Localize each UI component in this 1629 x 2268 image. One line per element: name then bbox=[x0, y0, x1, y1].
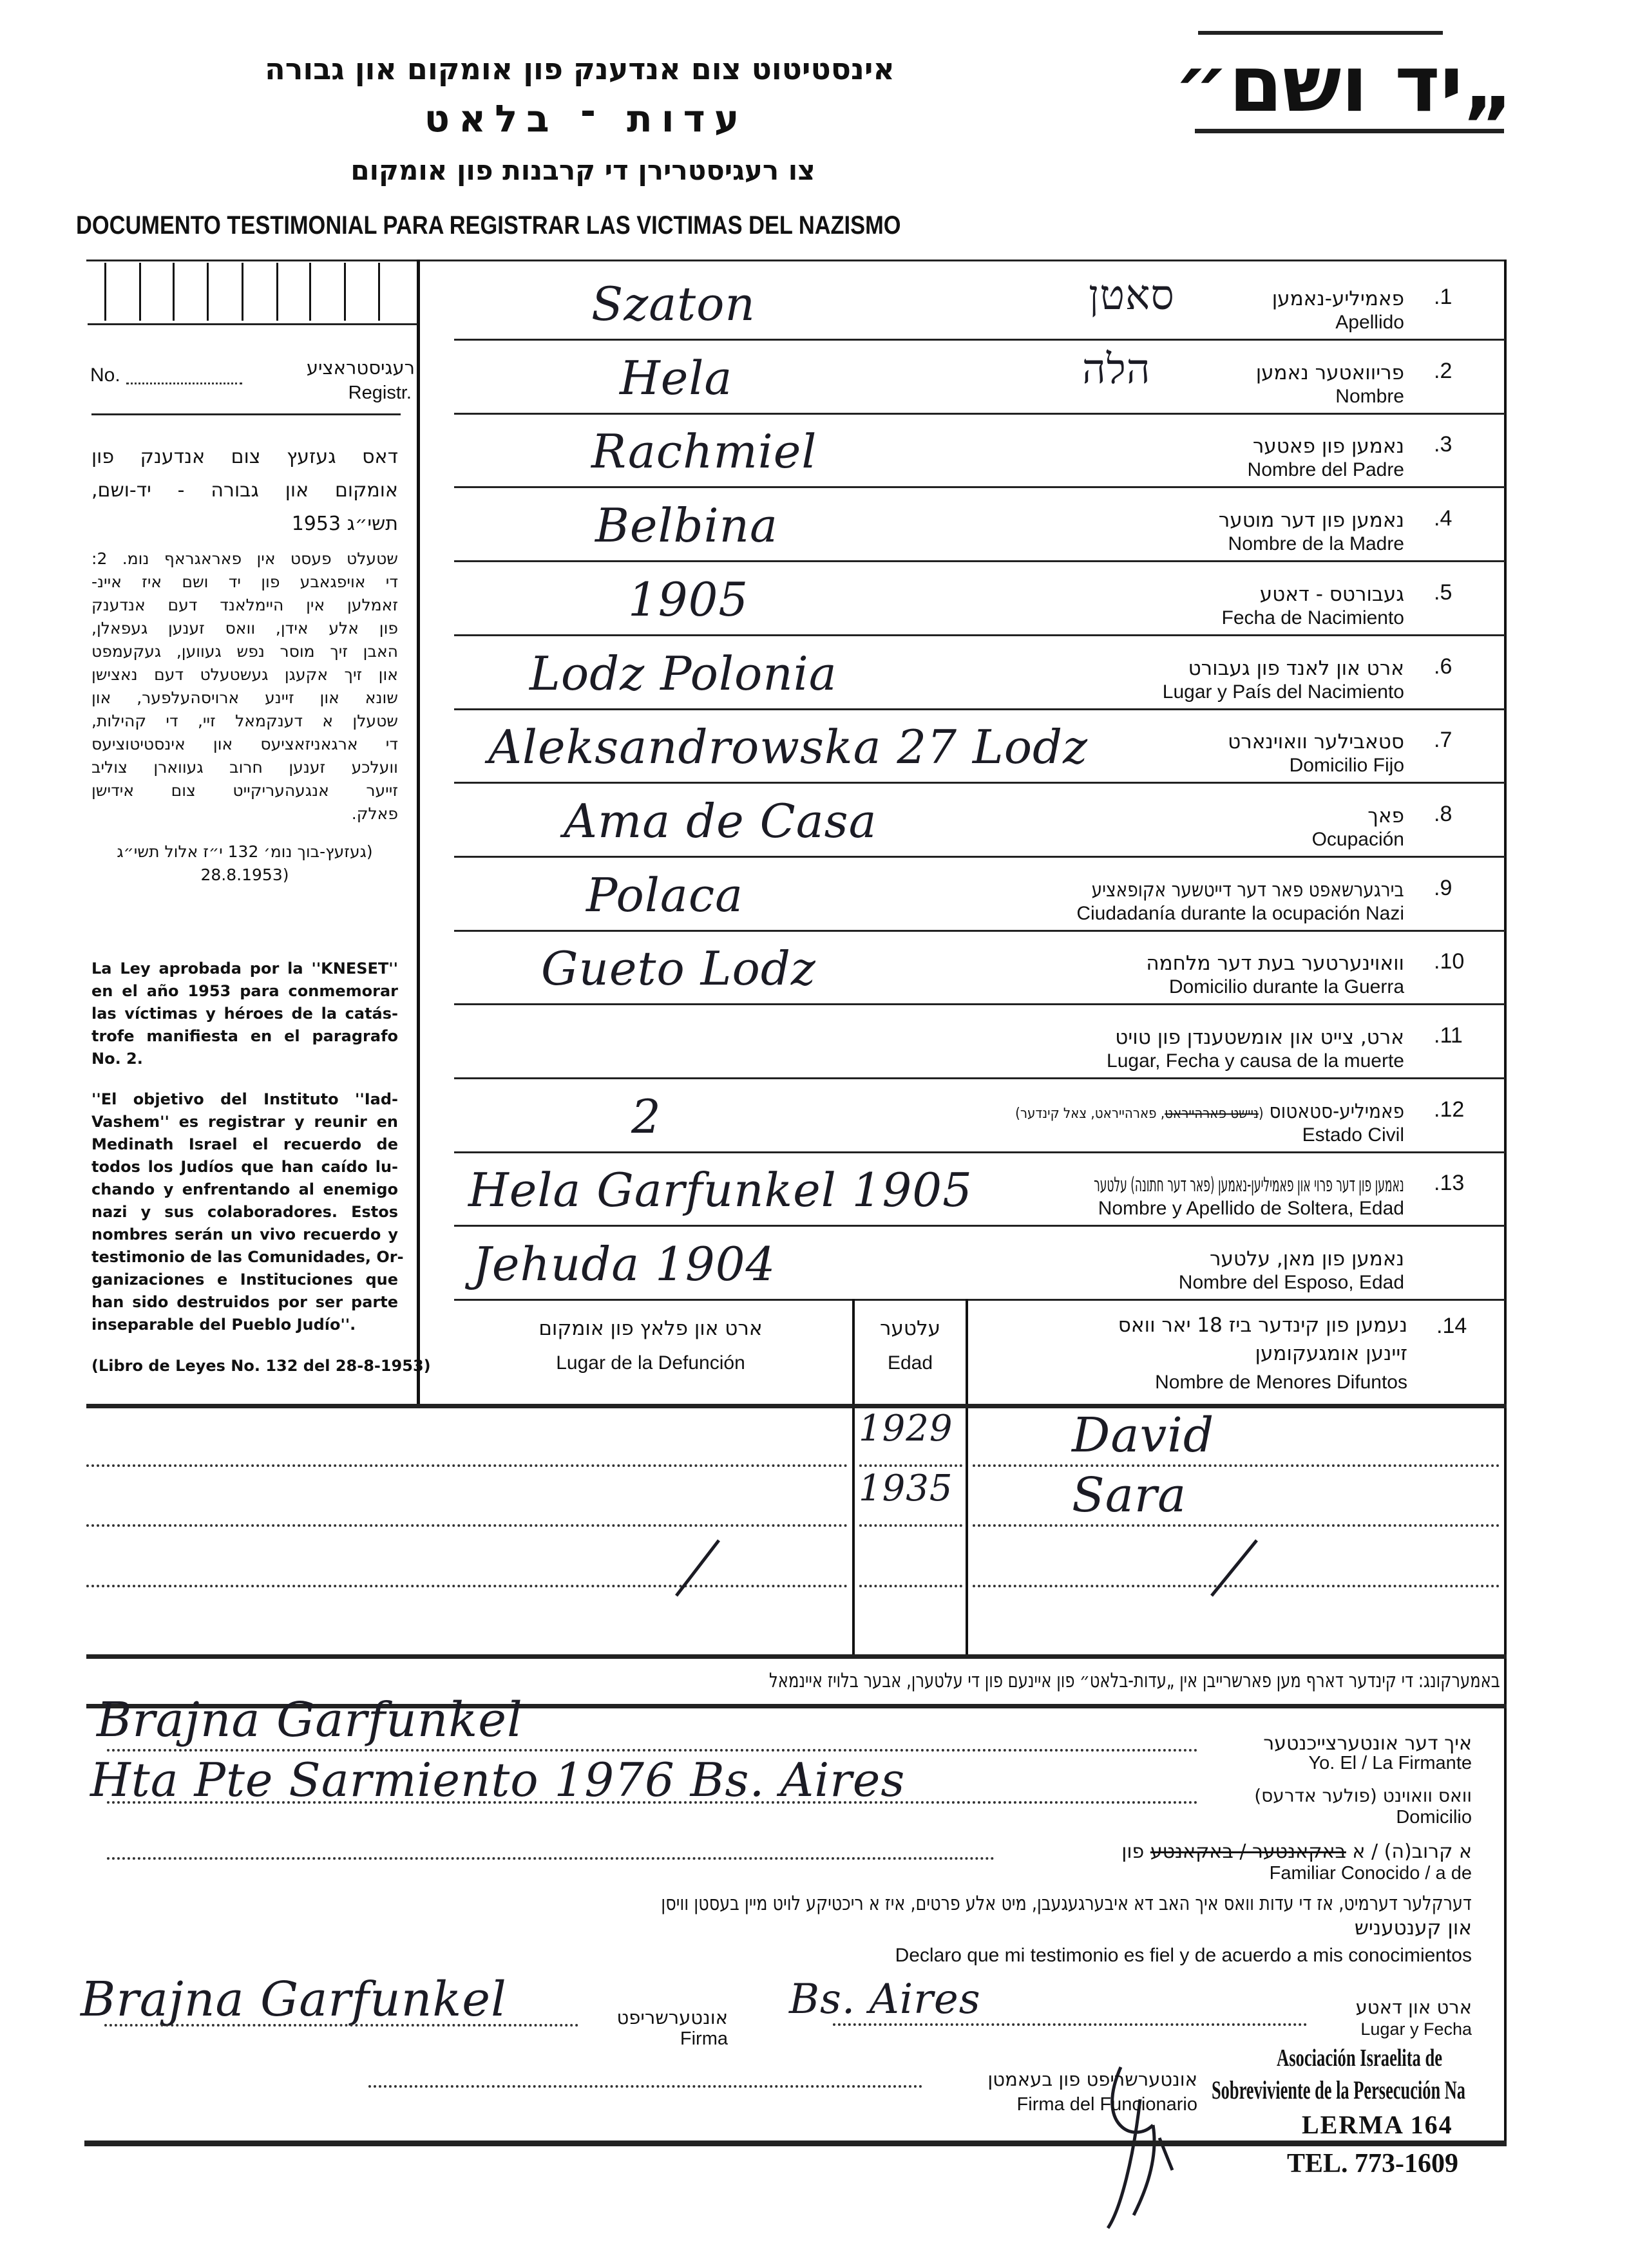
child-age[interactable]: 1929 bbox=[859, 1408, 953, 1450]
field-label-spanish: Domicilio durante la Guerra bbox=[1168, 976, 1404, 997]
registration-label-spanish: Registr. bbox=[348, 383, 412, 403]
field-label-spanish: Nombre y Apellido de Soltera, Edad bbox=[1098, 1198, 1404, 1219]
field-label-spanish: Nombre del Esposo, Edad bbox=[1178, 1272, 1404, 1293]
child-name[interactable]: Sara bbox=[1072, 1468, 1187, 1523]
field-label-yiddish-text: פאך bbox=[1367, 804, 1404, 827]
field-label-spanish: Lugar, Fecha y causa de la muerte bbox=[1107, 1050, 1404, 1072]
law-yiddish-line: שטעלט פעסט אין פאראגראף נומ. 2: bbox=[91, 549, 398, 568]
field-number: .1 bbox=[1434, 285, 1453, 309]
law-yiddish-citation: (28.8.1953 bbox=[200, 865, 289, 884]
children-label-spanish: Nombre de Menores Difuntos bbox=[1155, 1372, 1407, 1393]
place-header-yiddish: ארט און פלאץ פון אומקום bbox=[538, 1317, 763, 1340]
declarant-address-field[interactable] bbox=[107, 1801, 1198, 1804]
field-number: .6 bbox=[1434, 654, 1453, 679]
field-number: .2 bbox=[1434, 359, 1453, 383]
field-value[interactable]: Lodz Polonia bbox=[529, 647, 837, 701]
field-number: .3 bbox=[1434, 432, 1453, 457]
official-label-yiddish: אונטערשריפט פון בעאמטן bbox=[987, 2068, 1197, 2090]
field-value[interactable]: Hela bbox=[620, 351, 733, 405]
field-number: .8 bbox=[1434, 802, 1453, 826]
field-number: .5 bbox=[1434, 580, 1453, 605]
field-label-spanish: Nombre de la Madre bbox=[1228, 533, 1404, 554]
stamp-line-4: TEL. 773-1609 bbox=[1287, 2149, 1459, 2178]
relation-label-part: פון bbox=[1121, 1840, 1150, 1863]
field-value[interactable]: Ama de Casa bbox=[564, 794, 877, 848]
objective-spanish-line: ''El objetivo del Instituto ''Iad- bbox=[91, 1090, 398, 1108]
marital-note-options: , פארהייראט, צאל קינדער) bbox=[1015, 1106, 1165, 1122]
official-label-spanish: Firma del Funcionario bbox=[1016, 2094, 1197, 2115]
objective-spanish-line: Vashem'' es registrar y reunir en bbox=[91, 1113, 398, 1131]
field-label-yiddish-text: געבורטס - דאטע bbox=[1259, 583, 1404, 606]
stamp-line-1 bbox=[1277, 2044, 1513, 2072]
law-yiddish-line: וועלכע זענען חרוב געווארן צוליב bbox=[91, 758, 398, 777]
law-yiddish-line: פון אלע אידן, וואס זענען געפאלן, bbox=[91, 619, 398, 638]
field-label-yiddish-text: נאמען פון דער פרוי און פאמיליען-נאמען (פאר דער חתונה) עלטער bbox=[1094, 1173, 1404, 1196]
stamp-line-2 bbox=[1212, 2075, 1596, 2105]
field-value[interactable]: 1905 bbox=[628, 572, 749, 627]
objective-spanish-line: Medinath Israel el recuerdo de bbox=[91, 1135, 398, 1153]
objective-spanish-line: han sido destruidos por ser parte bbox=[91, 1293, 398, 1311]
declarant-name-label-spanish: Yo. El / La Firmante bbox=[1308, 1753, 1472, 1773]
field-number: .11 bbox=[1434, 1023, 1463, 1048]
field-number: .7 bbox=[1434, 728, 1453, 752]
field-number: .4 bbox=[1434, 506, 1453, 531]
field-value-hebrew[interactable]: סאטן bbox=[1089, 272, 1175, 319]
yad-vashem-logo: „יד ושם״ bbox=[1174, 40, 1514, 129]
objective-spanish-line: inseparable del Pueblo Judío''. bbox=[91, 1316, 356, 1334]
field-value[interactable]: Belbina bbox=[595, 498, 778, 553]
address-label-yiddish: וואס וואוינט (פולער אדרעס) bbox=[1254, 1785, 1472, 1806]
field-value[interactable]: 2 bbox=[631, 1090, 662, 1144]
law-yiddish-line: די אויפגאבע פון יד ושם איז איינ- bbox=[91, 572, 398, 591]
place-date-value[interactable]: Bs. Aires bbox=[789, 1976, 981, 2023]
children-label-yiddish-1: נעמען פון קינדער ביז 18 יאר וואס bbox=[1118, 1314, 1407, 1337]
law-yiddish-line: די ארגאניזאציעס און אינסטיטוציעס bbox=[91, 735, 398, 753]
child-age[interactable]: 1935 bbox=[859, 1468, 953, 1509]
registration-label-yiddish: רעגיסטראציע bbox=[306, 357, 415, 379]
field-label-yiddish-text: ארט און לאנד פון געבורט bbox=[1188, 657, 1404, 680]
empty-row-slash-2 bbox=[1212, 1540, 1257, 1596]
law-yiddish-heading-line: אומקום און גבורה - יד-ושם, bbox=[91, 479, 398, 502]
field-number-14: .14 bbox=[1436, 1314, 1467, 1338]
stamp-line-3: LERMA 164 bbox=[1302, 2110, 1453, 2139]
field-label-spanish: Ocupación bbox=[1311, 829, 1404, 850]
field-label-yiddish-text: נאמען פון מאן, עלטער bbox=[1210, 1247, 1404, 1271]
law-spanish-line: trofe manifiesta en el paragrafo bbox=[91, 1027, 398, 1045]
law-spanish-line: No. 2. bbox=[91, 1050, 143, 1068]
declaration-yiddish-1 bbox=[483, 1892, 1472, 1915]
declaration-yiddish-text: דערקלער דערמיט, אז די עדות וואס איך האב דא איבערגעגעבן, מיט אלע פרטים, איז א ריכטיקע לויט מיין בעסטן וויסן bbox=[661, 1892, 1472, 1915]
declarant-address-value[interactable]: Hta Pte Sarmiento 1976 Bs. Aires bbox=[90, 1753, 906, 1807]
marital-note-struck: ניישט פארהייראט bbox=[1165, 1106, 1259, 1122]
field-label-yiddish-text: נאמען פון דער מוטער bbox=[1218, 509, 1404, 532]
field-label-spanish: Estado Civil bbox=[1302, 1124, 1404, 1146]
field-label-spanish: Nombre del Padre bbox=[1247, 459, 1404, 480]
signature-label-yiddish: אונטערשריפט bbox=[616, 2007, 728, 2028]
place-header-spanish: Lugar de la Defunción bbox=[556, 1352, 745, 1374]
field-label-yiddish-text: פריוואטער נאמען bbox=[1255, 361, 1404, 384]
declarant-name-label-yiddish: איך דער אונטערצייכנטער bbox=[1263, 1732, 1472, 1755]
field-label-spanish: Apellido bbox=[1335, 312, 1404, 333]
children-table-bottom bbox=[86, 1654, 1507, 1659]
field-label-yiddish-text: פאמיליע-נאמען bbox=[1272, 287, 1404, 310]
field-value[interactable]: Szaton bbox=[591, 277, 756, 331]
law-yiddish-line: האבן זיך מוסר נפש געווען, געקעמפט bbox=[91, 642, 398, 661]
declarant-name-value[interactable]: Brajna Garfunkel bbox=[97, 1692, 523, 1748]
declaration-yiddish-2: און קענטעניש bbox=[1354, 1916, 1472, 1940]
law-citation-spanish: (Libro de Leyes No. 132 del 28-8-1953) bbox=[91, 1357, 431, 1375]
field-value[interactable]: Hela Garfunkel 1905 bbox=[468, 1163, 973, 1217]
field-number: .12 bbox=[1434, 1097, 1465, 1122]
field-label-spanish: Lugar y País del Nacimiento bbox=[1162, 681, 1404, 703]
children-note-text: באמערקונג: די קינדער דארף מען פארשרייבן אין „עדות-בלאט״ פון איינעם פון די עלטערן, אבער בלויז איינמאל bbox=[769, 1669, 1500, 1692]
law-yiddish-line: שונא און זיינע ארויסהעלפער, און bbox=[91, 688, 398, 707]
stamp-line-1-text: Asociación Israelita de bbox=[1277, 2045, 1443, 2072]
law-yiddish-heading-line: דאס געזעץ צום אנדענק פון bbox=[91, 446, 398, 468]
law-yiddish-citation: (געזעץ-בוך נומ׳ 132 י״ז אלול תשי״ג bbox=[117, 842, 373, 861]
form-title-spanish-text: DOCUMENTO TESTIMONIAL PARA REGISTRAR LAS VICTIMAS DEL NAZISMO bbox=[76, 211, 901, 240]
law-yiddish-line: שטעלן א דענקמאל זיי, די קהילות, bbox=[91, 712, 398, 730]
relation-label-struck: באקאנטער / באקאנטע bbox=[1150, 1840, 1346, 1863]
field-value[interactable]: Polaca bbox=[586, 868, 744, 922]
relation-field[interactable] bbox=[107, 1857, 995, 1860]
registration-no-label: No. bbox=[90, 364, 120, 386]
place-date-label-spanish: Lugar y Fecha bbox=[1360, 2019, 1472, 2039]
signature-label-spanish: Firma bbox=[680, 2028, 728, 2049]
form-subtitle-yiddish: צו רעגיסטרירן די קרבנות פון אומקום bbox=[350, 155, 815, 186]
marital-note-open: ( bbox=[1258, 1106, 1264, 1122]
declarant-name-field[interactable] bbox=[107, 1749, 1198, 1752]
law-yiddish-line: זאמלען אין היימלאנד דעם אנדענק bbox=[91, 596, 398, 614]
field-label-yiddish-text: נאמען פון פאטער bbox=[1252, 435, 1404, 458]
objective-spanish-line: testimonio de las Comunidades, Or- bbox=[91, 1248, 404, 1266]
objective-spanish-line: chando y enfrentando al enemigo bbox=[91, 1180, 398, 1198]
empty-row-slash-1 bbox=[676, 1540, 719, 1596]
relation-label-part: א קרוב(ה) / א bbox=[1346, 1840, 1472, 1863]
law-yiddish-line: און זיך אקעגן געשטעלט דעם נאצישן bbox=[91, 665, 398, 684]
field-label-text: פאמיליע-סטאטוס bbox=[1269, 1100, 1404, 1123]
law-yiddish-line: פאלק. bbox=[351, 804, 398, 823]
field-number: .10 bbox=[1434, 949, 1465, 974]
law-yiddish-line: זייער אנגעהעריקייט צום אידישן bbox=[91, 781, 398, 800]
law-spanish-line: La Ley aprobada por la ''KNESET'' bbox=[91, 959, 398, 978]
field-label-yiddish-text: בירגערשאפט פאר דער דייטשער אקופאציע bbox=[1091, 878, 1404, 902]
official-signature-field[interactable] bbox=[368, 2085, 922, 2088]
stamp-line-2-text: Sobreviviente de la Persecución Na bbox=[1212, 2075, 1465, 2104]
objective-spanish-line: nombres serán un vivo recuerdo y bbox=[91, 1225, 398, 1243]
form-bottom-border bbox=[84, 2140, 1507, 2146]
signature-field[interactable] bbox=[104, 2024, 578, 2027]
field-value-hebrew[interactable]: הלה bbox=[1082, 346, 1151, 393]
objective-spanish-line: nazi y sus colaboradores. Estos bbox=[91, 1203, 398, 1221]
field-value[interactable]: Jehuda 1904 bbox=[473, 1237, 776, 1291]
relation-label-spanish: Familiar Conocido / a de bbox=[1269, 1863, 1472, 1884]
age-header-yiddish: עלטער bbox=[879, 1317, 941, 1340]
place-date-label-yiddish: ארט און דאטע bbox=[1355, 1996, 1472, 2018]
field-label-spanish: Nombre bbox=[1335, 386, 1404, 407]
objective-spanish-line: ganizaciones e Instituciones que bbox=[91, 1271, 398, 1289]
law-yiddish-heading-line: תשי״ג 1953 bbox=[291, 513, 398, 535]
form-title-yiddish: עדות ־ בלאט bbox=[424, 97, 748, 140]
field-label-spanish: Ciudadanía durante la ocupación Nazi bbox=[1076, 903, 1404, 924]
declaration-spanish: Declaro que mi testimonio es fiel y de acuerdo a mis conocimientos bbox=[895, 1945, 1472, 1966]
law-spanish-line: en el año 1953 para conmemorar bbox=[91, 982, 398, 1000]
field-number: .9 bbox=[1434, 876, 1453, 900]
field-number: .13 bbox=[1434, 1171, 1465, 1195]
declarant-signature[interactable]: Brajna Garfunkel bbox=[81, 1972, 507, 2027]
law-spanish-line: las víctimas y héroes de la catás- bbox=[91, 1005, 398, 1023]
children-note-yiddish bbox=[563, 1669, 1500, 1692]
address-label-spanish: Domicilio bbox=[1396, 1807, 1472, 1828]
place-date-field[interactable] bbox=[833, 2023, 1307, 2026]
field-label-spanish: Domicilio Fijo bbox=[1289, 755, 1404, 776]
field-value[interactable]: Gueto Lodz bbox=[541, 941, 816, 996]
institute-title-yiddish: אינסטיטוט צום אנדענק פון אומקום און גבורה bbox=[265, 52, 895, 86]
field-label-yiddish-text: סטאבילער וואוינארט bbox=[1228, 730, 1404, 753]
children-label-yiddish-2: זיינען אומגעקומען bbox=[1255, 1342, 1407, 1365]
child-name[interactable]: David bbox=[1072, 1408, 1215, 1463]
field-value[interactable]: Rachmiel bbox=[591, 424, 817, 478]
field-label-spanish: Fecha de Nacimiento bbox=[1221, 607, 1404, 628]
objective-spanish-line: todos los Judíos que han caído lu- bbox=[91, 1158, 398, 1176]
field-label-yiddish-text: וואוינערטער בעת דער מלחמה bbox=[1146, 952, 1404, 975]
relation-label-yiddish bbox=[1121, 1840, 1472, 1863]
official-signature-scribble bbox=[1108, 2067, 1172, 2228]
field-value[interactable]: Aleksandrowska 27 Lodz bbox=[488, 720, 1089, 774]
age-header-spanish: Edad bbox=[887, 1352, 933, 1374]
field-label-yiddish-text: ארט, צייט און אומשטענדן פון טויט bbox=[1115, 1026, 1404, 1049]
